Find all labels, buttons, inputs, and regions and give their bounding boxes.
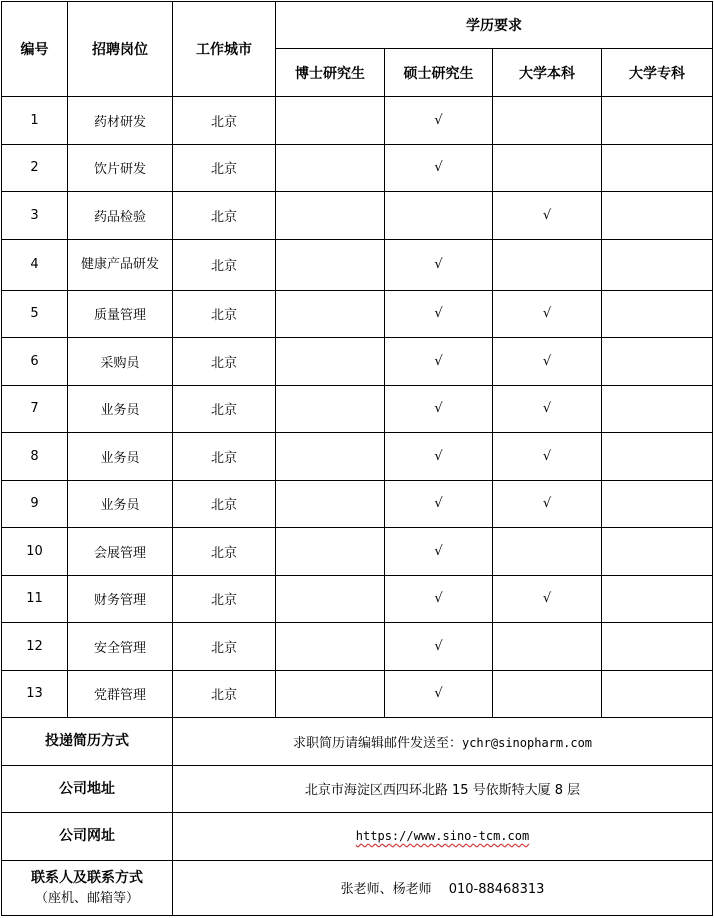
row-college [602, 480, 713, 528]
recruitment-table [1, 1, 713, 916]
row-college [602, 192, 713, 240]
header-no: 编号 [2, 2, 68, 97]
row-city: 北京 [173, 575, 276, 623]
table-row [2, 623, 713, 671]
header-college: 大学专科 [602, 49, 713, 97]
row-college [602, 575, 713, 623]
row-phd [276, 623, 385, 671]
row-bachelor: √ [493, 480, 602, 528]
row-college [602, 670, 713, 718]
row-no: 1 [2, 97, 68, 145]
row-phd [276, 144, 385, 192]
row-city: 北京 [173, 670, 276, 718]
row-bachelor: √ [493, 290, 602, 338]
row-master: √ [385, 290, 493, 338]
row-no: 12 [2, 623, 68, 671]
row-bachelor [493, 670, 602, 718]
resume-email-link[interactable]: ychr@sinopharm.com [461, 735, 593, 750]
row-phd [276, 528, 385, 576]
row-college [602, 144, 713, 192]
row-master [385, 192, 493, 240]
table-row [2, 480, 713, 528]
row-position: 业务员 [68, 480, 173, 528]
row-master: √ [385, 385, 493, 433]
row-no: 10 [2, 528, 68, 576]
row-bachelor: √ [493, 338, 602, 386]
row-position: 药品检验 [68, 192, 173, 240]
row-position: 财务管理 [68, 575, 173, 623]
row-master: √ [385, 528, 493, 576]
contact-label: 联系人及联系方式 [31, 870, 143, 886]
row-position: 饮片研发 [68, 144, 173, 192]
table-row [2, 670, 713, 718]
resume-value [173, 718, 713, 766]
table-row [2, 338, 713, 386]
row-phd [276, 385, 385, 433]
resume-label: 投递简历方式 [2, 718, 173, 766]
row-city: 北京 [173, 97, 276, 145]
row-city: 北京 [173, 623, 276, 671]
row-position: 党群管理 [68, 670, 173, 718]
row-phd [276, 290, 385, 338]
row-college [602, 623, 713, 671]
row-position: 采购员 [68, 338, 173, 386]
row-position: 业务员 [68, 385, 173, 433]
table-body [2, 97, 713, 718]
row-college [602, 433, 713, 481]
row-master: √ [385, 623, 493, 671]
row-position: 质量管理 [68, 290, 173, 338]
row-no: 7 [2, 385, 68, 433]
row-position: 药材研发 [68, 97, 173, 145]
row-no: 9 [2, 480, 68, 528]
row-no: 5 [2, 290, 68, 338]
row-city: 北京 [173, 480, 276, 528]
website-link[interactable]: https://www.sino-tcm.com [355, 828, 530, 843]
website-label: 公司网址 [2, 813, 173, 861]
row-city: 北京 [173, 385, 276, 433]
header-education: 学历要求 [276, 2, 713, 49]
row-no: 6 [2, 338, 68, 386]
header-phd: 博士研究生 [276, 49, 385, 97]
row-position: 健康产品研发 [68, 239, 173, 290]
row-college [602, 385, 713, 433]
row-position: 安全管理 [68, 623, 173, 671]
row-master: √ [385, 97, 493, 145]
row-phd [276, 97, 385, 145]
row-bachelor: √ [493, 192, 602, 240]
address-label: 公司地址 [2, 765, 173, 813]
row-city: 北京 [173, 290, 276, 338]
header-master: 硕士研究生 [385, 49, 493, 97]
row-bachelor: √ [493, 433, 602, 481]
row-phd [276, 192, 385, 240]
row-master: √ [385, 575, 493, 623]
website-cell [173, 813, 713, 861]
row-no: 3 [2, 192, 68, 240]
row-bachelor: √ [493, 385, 602, 433]
row-phd [276, 239, 385, 290]
row-college [602, 528, 713, 576]
table-row [2, 290, 713, 338]
row-master: √ [385, 338, 493, 386]
row-phd [276, 575, 385, 623]
row-bachelor [493, 239, 602, 290]
row-no: 2 [2, 144, 68, 192]
row-no: 4 [2, 239, 68, 290]
table-row [2, 385, 713, 433]
row-bachelor [493, 97, 602, 145]
contact-label-cell [2, 860, 173, 915]
table-row [2, 433, 713, 481]
row-phd [276, 670, 385, 718]
row-college [602, 338, 713, 386]
table-row [2, 97, 713, 145]
contact-sub-label: （座机、邮箱等） [34, 891, 139, 906]
row-city: 北京 [173, 144, 276, 192]
row-no: 13 [2, 670, 68, 718]
table-row [2, 239, 713, 290]
header-position: 招聘岗位 [68, 2, 173, 97]
row-master: √ [385, 144, 493, 192]
row-master: √ [385, 480, 493, 528]
row-position: 会展管理 [68, 528, 173, 576]
row-city: 北京 [173, 239, 276, 290]
header-bachelor: 大学本科 [493, 49, 602, 97]
resume-prefix: 求职简历请编辑邮件发送至： [292, 735, 462, 751]
row-no: 8 [2, 433, 68, 481]
row-city: 北京 [173, 192, 276, 240]
contact-value: 张老师、杨老师 010-88468313 [173, 860, 713, 915]
row-phd [276, 338, 385, 386]
row-master: √ [385, 670, 493, 718]
row-bachelor: √ [493, 575, 602, 623]
row-city: 北京 [173, 338, 276, 386]
row-college [602, 239, 713, 290]
row-master: √ [385, 239, 493, 290]
address-value: 北京市海淀区西四环北路 15 号依斯特大厦 8 层 [173, 765, 713, 813]
row-no: 11 [2, 575, 68, 623]
table-row [2, 192, 713, 240]
header-city: 工作城市 [173, 2, 276, 97]
row-phd [276, 480, 385, 528]
row-bachelor [493, 623, 602, 671]
row-bachelor [493, 528, 602, 576]
row-master: √ [385, 433, 493, 481]
table-row [2, 528, 713, 576]
row-college [602, 290, 713, 338]
row-bachelor [493, 144, 602, 192]
table-row [2, 575, 713, 623]
row-city: 北京 [173, 433, 276, 481]
row-city: 北京 [173, 528, 276, 576]
table-row [2, 144, 713, 192]
row-position: 业务员 [68, 433, 173, 481]
row-college [602, 97, 713, 145]
row-phd [276, 433, 385, 481]
